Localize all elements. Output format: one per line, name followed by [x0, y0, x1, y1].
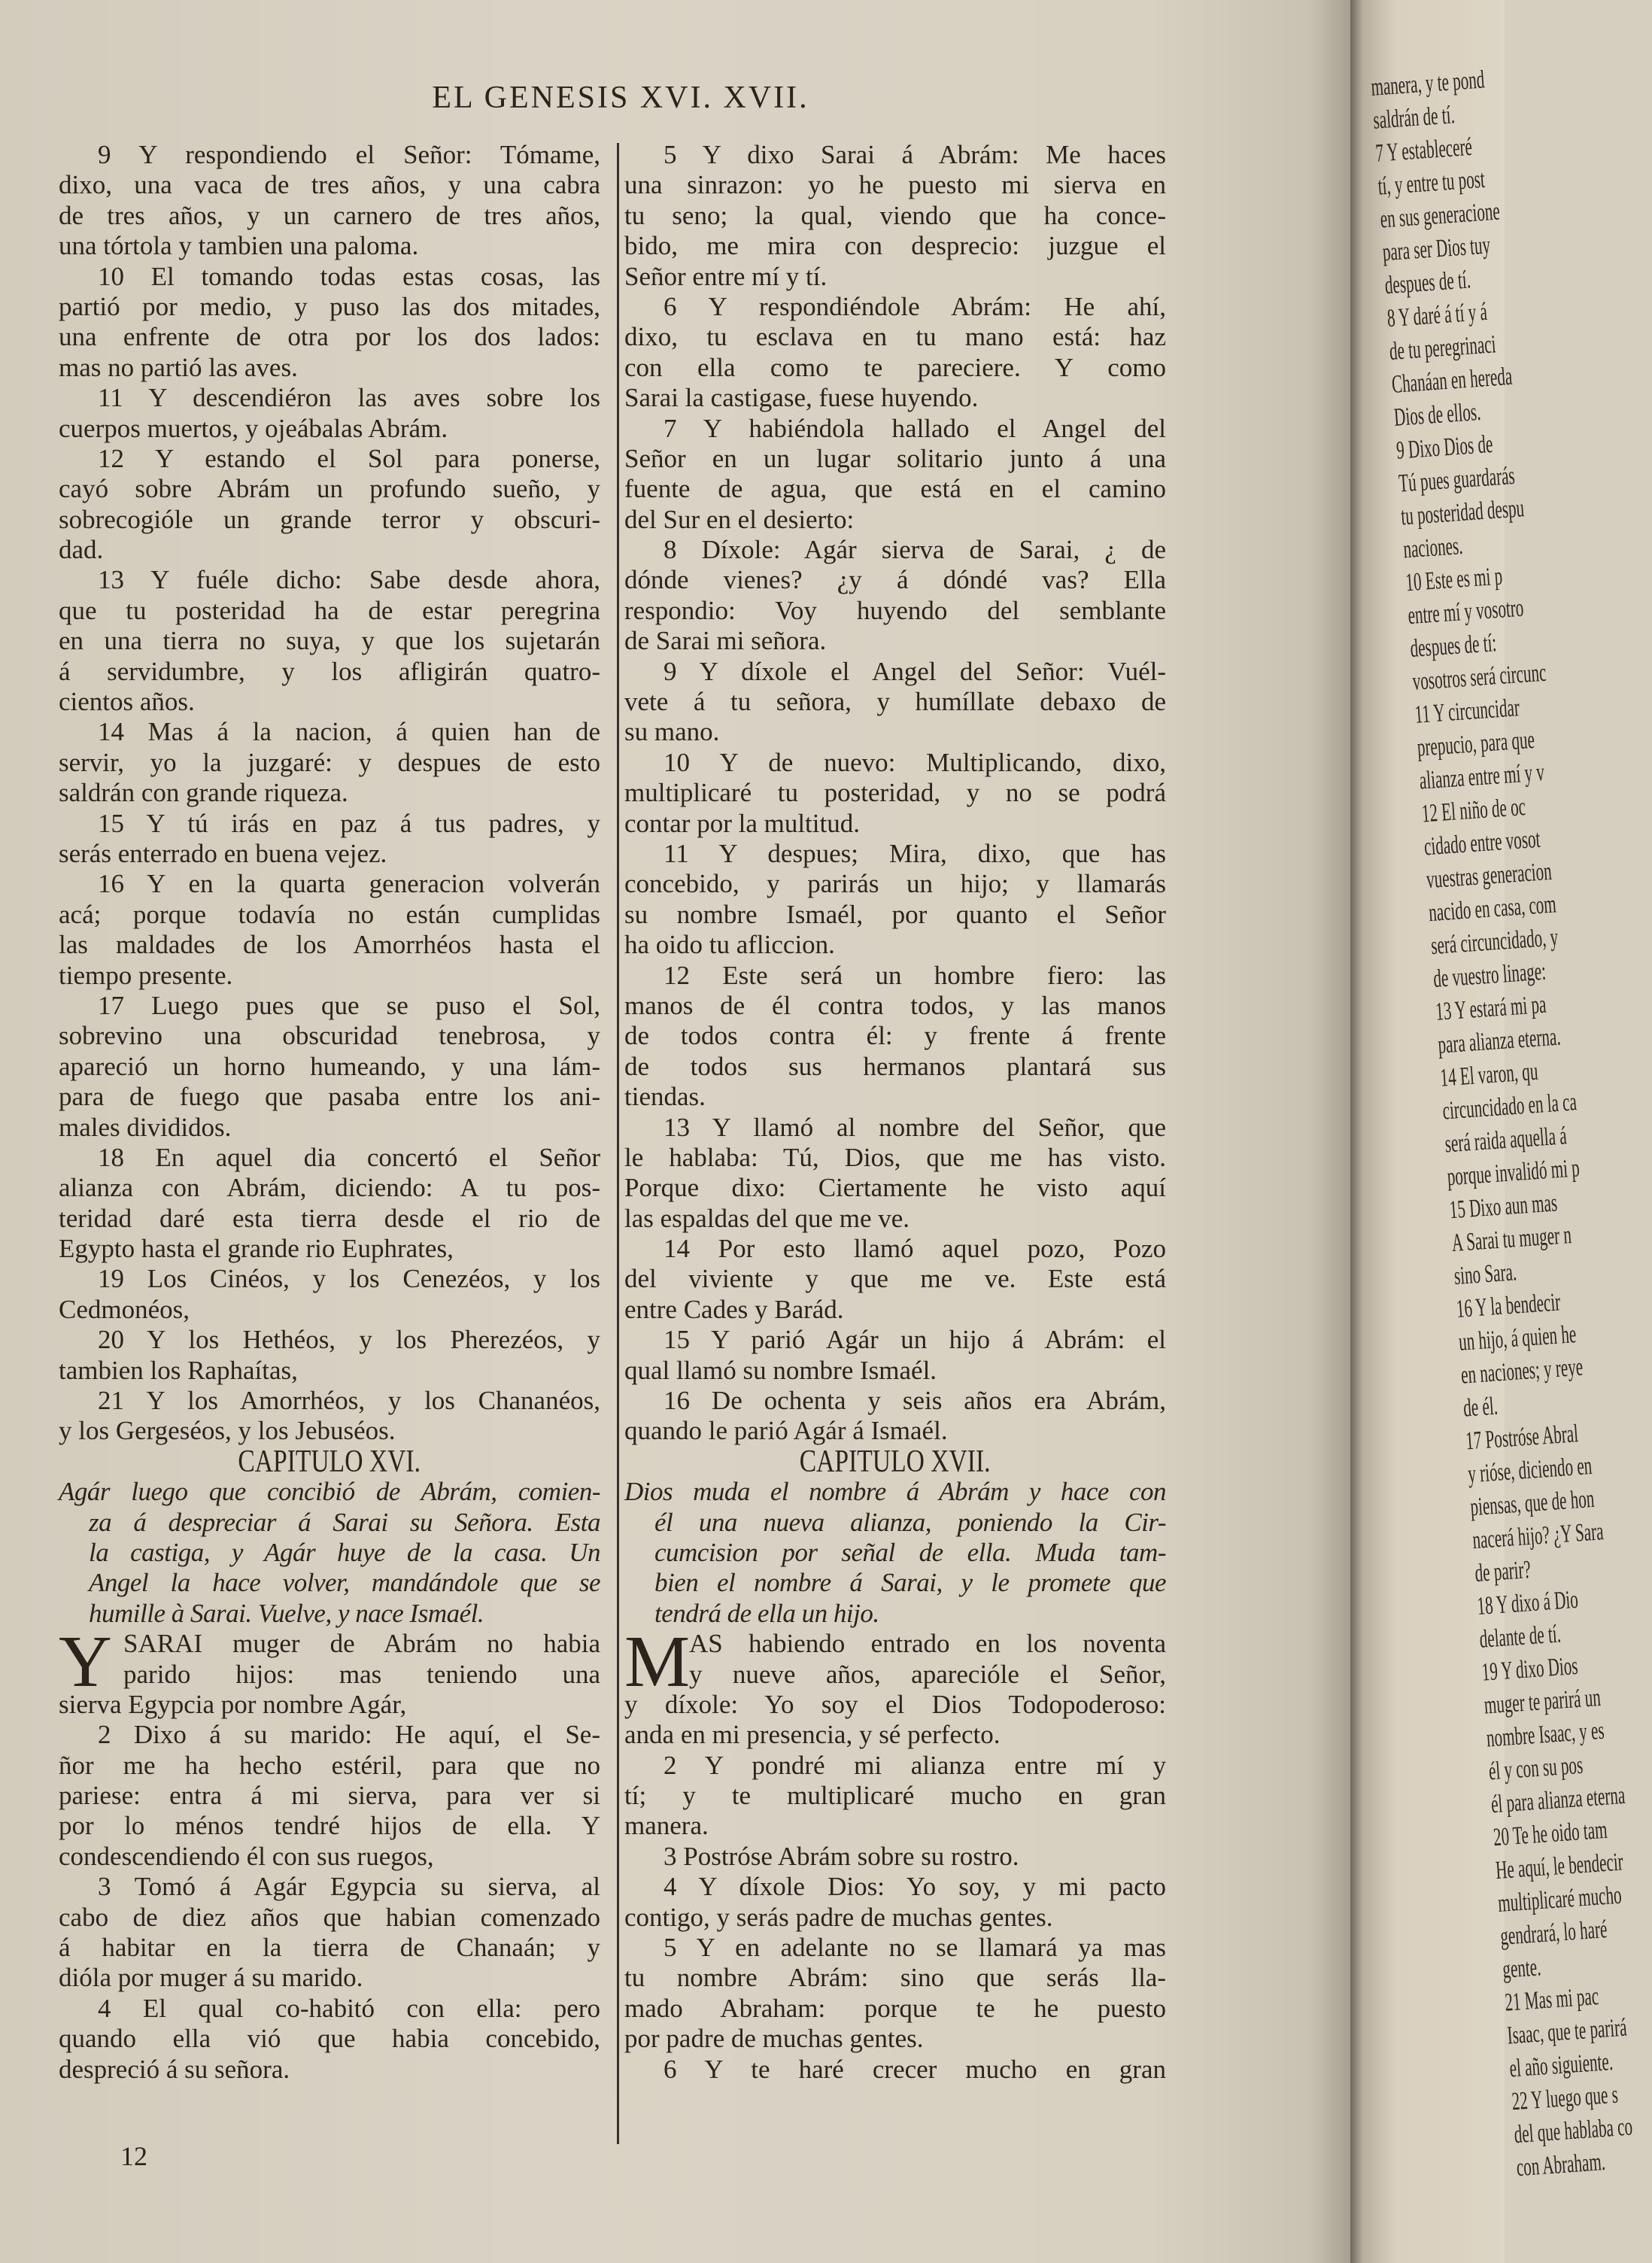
drop-cap: Y	[59, 1621, 112, 1703]
text-line: 2 Y pondré mi alianza entre mí y	[664, 1750, 1166, 1780]
text-line: respondio: Voy huyendo del semblante	[624, 595, 1166, 625]
text-line: 12 Y estando el Sol para ponerse,	[98, 443, 600, 473]
adjacent-page-line: 11 Y circuncidar	[1414, 694, 1521, 729]
running-header: EL GENESIS XVI. XVII.	[432, 80, 809, 115]
verse	[624, 657, 1166, 748]
text-line: ñor me ha hecho estéril, para que no	[59, 1750, 600, 1780]
text-line: humille à Sarai. Vuelve, y nace Ismaél.	[89, 1598, 484, 1628]
adjacent-page-line: porque invalidó mi p	[1446, 1154, 1581, 1192]
text-line: AS habiendo entrado en los noventa	[689, 1629, 1166, 1659]
text-line: concebido, y parirás un hijo; y llamarás	[624, 869, 1166, 899]
adjacent-page-line: 22 Y luego que s	[1511, 2080, 1619, 2116]
adjacent-page-line: de parir?	[1474, 1555, 1532, 1588]
verse	[59, 444, 600, 566]
right-column	[624, 140, 1166, 2085]
adjacent-page-line: tí, y entre tu post	[1377, 165, 1486, 201]
adjacent-page-line: saldrán de tí.	[1372, 101, 1456, 135]
text-line: tu nombre Abrám: sino que serás lla-	[624, 1963, 1166, 1993]
verse	[624, 961, 1166, 1113]
text-line: mas no partió las aves.	[59, 352, 298, 382]
text-line: parido hijos: mas teniendo una	[123, 1659, 600, 1689]
text-line: 3 Postróse Abrám sobre su rostro.	[664, 1841, 1019, 1871]
chapter-heading	[59, 1444, 600, 1479]
adjacent-page-line: para ser Dios tuy	[1381, 231, 1492, 267]
text-line: cuerpos muertos, y ojeábalas Abrám.	[59, 413, 448, 443]
text-line: con ella como te pareciere. Y como	[624, 352, 1166, 382]
verse	[624, 1325, 1166, 1386]
adjacent-page-line: cidado entre vosot	[1423, 825, 1541, 861]
text-line: condescendiendo él con sus ruegos,	[59, 1841, 434, 1871]
text-line: una enfrente de otra por los dos lados:	[59, 322, 600, 352]
text-line: SARAI muger de Abrám no habia	[123, 1629, 600, 1659]
verse	[624, 1386, 1166, 1447]
text-line: servir, yo la juzgaré: y despues de esto	[59, 747, 600, 777]
text-line: él una nueva alianza, poniendo la Cir-	[654, 1507, 1166, 1537]
adjacent-page-line: 10 Este es mi p	[1405, 562, 1504, 597]
verse	[59, 1143, 600, 1265]
text-line: 5 Y en adelante no se llamará ya mas	[664, 1933, 1166, 1963]
text-line: 3 Tomó á Agár Egypcia su sierva, al	[98, 1872, 600, 1902]
adjacent-page-line: 15 Dixo aun mas	[1448, 1189, 1559, 1225]
text-line: males divididos.	[59, 1112, 232, 1142]
text-line: la castiga, y Agár huye de la casa. Un	[89, 1537, 600, 1567]
text-line: contar por la multitud.	[624, 808, 860, 838]
adjacent-page-line: y rióse, diciendo en	[1467, 1451, 1593, 1489]
adjacent-page-line: despues de tí:	[1409, 629, 1498, 664]
text-line: su nombre Ismaél, por quanto el Señor	[624, 899, 1166, 929]
text-line: 6 Y te haré crecer mucho en gran	[664, 2054, 1166, 2084]
adjacent-page-line: el año siguiente.	[1508, 2047, 1614, 2083]
verse	[624, 2055, 1166, 2085]
adjacent-page-line: de tu peregrinaci	[1388, 330, 1497, 366]
adjacent-page-line: nacido en casa, com	[1427, 890, 1557, 928]
text-line: quando le parió Agár á Ismaél.	[624, 1416, 948, 1446]
adjacent-page-line: para alianza eterna.	[1437, 1022, 1562, 1059]
text-line: del Sur en el desierto:	[624, 504, 855, 534]
text-line: alianza con Abrám, diciendo: A tu pos-	[59, 1173, 600, 1203]
verse	[624, 292, 1166, 414]
text-line: sierva Egypcia por nombre Agár,	[59, 1689, 407, 1719]
text-line: del viviente y que me ve. Este está	[624, 1264, 1166, 1294]
adjacent-page-line: entre mí y vosotro	[1407, 594, 1525, 630]
text-line: 9 Y respondiendo el Señor: Tómame,	[98, 140, 600, 169]
text-line: multiplicaré tu posteridad, y no se podrá	[624, 778, 1166, 808]
verse	[59, 717, 600, 808]
text-line: 2 Dixo á su marido: He aquí, el Se-	[98, 1720, 600, 1750]
verse	[624, 1872, 1166, 1933]
left-column	[59, 140, 600, 2085]
verse	[59, 809, 600, 870]
text-line: 8 Díxole: Agár sierva de Sarai, ¿ de	[664, 535, 1166, 565]
text-line: á habitar en la tierra de Chanaán; y	[59, 1933, 600, 1963]
text-line: Egypto hasta el grande rio Euphrates,	[59, 1234, 454, 1264]
adjacent-page-edge	[1350, 0, 1634, 2263]
verse	[624, 140, 1166, 292]
adjacent-page-line: delante de tí.	[1478, 1620, 1562, 1654]
text-line: despreció á su señora.	[59, 2054, 290, 2084]
text-line: contigo, y serás padre de muchas gentes.	[624, 1902, 1053, 1932]
text-line: 15 Y tú irás en paz á tus padres, y	[98, 808, 600, 838]
text-line: entre Cades y Barád.	[624, 1294, 844, 1324]
adjacent-page-line: Dios de ellos.	[1392, 397, 1482, 432]
verse	[59, 565, 600, 717]
verse	[624, 748, 1166, 839]
text-line: de tres años, y un carnero de tres años,	[59, 200, 600, 230]
chapter-heading-text: CAPITULO XVII.	[800, 1444, 991, 1479]
adjacent-page-line: Tú pues guardarás	[1398, 461, 1516, 498]
text-line: 4 Y díxole Dios: Yo soy, y mi pacto	[664, 1872, 1166, 1902]
text-line: y los Gergeséos, y los Jebuséos.	[59, 1416, 396, 1446]
text-line: qual llamó su nombre Ismaél.	[624, 1355, 937, 1385]
text-line: Señor entre mí y tí.	[624, 261, 828, 291]
text-line: su mano.	[624, 717, 720, 747]
text-line: apareció un horno humeando, y una lám-	[59, 1051, 600, 1081]
adjacent-page-line: 9 Dixo Dios de	[1395, 430, 1494, 465]
text-line: Agár luego que concibió de Abrám, comien-	[59, 1477, 600, 1507]
text-line: 16 Y en la quarta generacion volverán	[98, 869, 600, 899]
text-line: saldrán con grande riqueza.	[59, 778, 348, 808]
text-line: partió por medio, y puso las dos mitades,	[59, 291, 600, 321]
text-line: anda en mi presencia, y sé perfecto.	[624, 1720, 1001, 1750]
text-line: 17 Luego pues que se puso el Sol,	[98, 990, 600, 1020]
text-line: vete á tu señora, y humíllate debaxo de	[624, 687, 1166, 717]
text-line: 11 Y despues; Mira, dixo, que has	[664, 838, 1166, 868]
text-line: 10 Y de nuevo: Multiplicando, dixo,	[664, 747, 1166, 777]
text-line: 14 Por esto llamó aquel pozo, Pozo	[664, 1234, 1166, 1264]
adjacent-page-line: vosotros será circunc	[1411, 658, 1547, 696]
adjacent-page-line: alianza entre mí y v	[1418, 758, 1546, 795]
adjacent-page-line: nombre Isaac, y es	[1485, 1716, 1605, 1753]
verse	[624, 535, 1166, 657]
adjacent-page-line: será circuncidado, y	[1430, 923, 1559, 961]
text-line: mado Abraham: porque te he puesto	[624, 1993, 1166, 2023]
adjacent-page-line: manera, y te pond	[1370, 65, 1486, 102]
adjacent-page-line: circuncidado en la ca	[1441, 1088, 1578, 1125]
adjacent-page-text	[1370, 63, 1638, 2185]
text-line: una tórtola y tambien una paloma.	[59, 231, 419, 261]
verse	[59, 140, 600, 262]
text-line: tendrá de ella un hijo.	[654, 1598, 879, 1628]
adjacent-page-line: gente.	[1502, 1953, 1542, 1984]
verse	[59, 1325, 600, 1386]
text-line: sobrevino una obscuridad tenebrosa, y	[59, 1021, 600, 1051]
text-line: Angel la hace volver, mandándole que se	[89, 1568, 600, 1598]
text-line: de todos contra él: y frente á frente	[624, 1021, 1166, 1051]
text-line: Sarai la castigase, fuese huyendo.	[624, 383, 979, 413]
adjacent-page-line: Isaac, que te parirá	[1506, 2013, 1628, 2050]
adjacent-page-line: prepucio, para que	[1416, 725, 1536, 762]
text-line: dad.	[59, 535, 104, 565]
verse	[59, 1872, 600, 1994]
verse-opening	[624, 1621, 1166, 1751]
text-line: bido, me mira con desprecio: juzgue el	[624, 231, 1166, 261]
verse	[624, 414, 1166, 536]
adjacent-page-line: naciones.	[1402, 531, 1464, 564]
text-line: 14 Mas á la nacion, á quien han de	[98, 717, 600, 747]
text-line: za á despreciar á Sarai su Señora. Esta	[89, 1507, 600, 1537]
text-line: fuente de agua, que está en el camino	[624, 474, 1166, 504]
text-line: 16 De ochenta y seis años era Abrám,	[664, 1386, 1166, 1416]
adjacent-page-line: de él.	[1462, 1392, 1499, 1423]
text-line: 9 Y díxole el Angel del Señor: Vuél-	[664, 656, 1166, 686]
text-line: tiendas.	[624, 1082, 706, 1112]
adjacent-page-line: He aquí, le bendecir	[1494, 1848, 1624, 1885]
adjacent-page-line: 17 Postróse Abral	[1465, 1420, 1580, 1456]
text-line: manos de él contra todos, y las manos	[624, 990, 1166, 1020]
text-line: y nueve años, aparecióle el Señor,	[689, 1659, 1166, 1689]
text-line: serás enterrado en buena vejez.	[59, 838, 387, 868]
text-line: tí; y te multiplicaré mucho en gran	[624, 1781, 1166, 1811]
verse	[59, 991, 600, 1143]
adjacent-page-line: un hijo, á quien he	[1457, 1320, 1578, 1356]
text-line: á servidumbre, y los afligirán quatro-	[59, 656, 600, 686]
verse	[59, 1264, 600, 1325]
adjacent-page-line: vuestras generacion	[1425, 857, 1553, 895]
text-line: 13 Y fuéle dicho: Sabe desde ahora,	[98, 565, 600, 595]
adjacent-page-line: será raida aquella á	[1444, 1122, 1568, 1159]
text-line: 12 Este será un hombre fiero: las	[664, 960, 1166, 990]
verse	[624, 1933, 1166, 2055]
text-line: le hablaba: Tú, Dios, que me has visto.	[624, 1142, 1166, 1172]
adjacent-page-line: A Sarai tu muger n	[1450, 1221, 1573, 1258]
adjacent-page-line: 16 Y la bendecir	[1455, 1288, 1562, 1323]
adjacent-page-line: en naciones; y reye	[1459, 1353, 1584, 1390]
adjacent-page-line: 14 El varon, qu	[1439, 1057, 1539, 1092]
adjacent-page-line: con Abraham.	[1515, 2147, 1607, 2183]
text-line: 4 El qual co-habitó con ella: pero	[98, 1993, 600, 2023]
text-line: una sinrazon: yo he puesto mi sierva en	[624, 170, 1166, 200]
adjacent-page-line: despues de tí.	[1383, 266, 1472, 300]
adjacent-page-line: gendrará, lo haré	[1499, 1915, 1608, 1951]
adjacent-page-line: sino Sara.	[1453, 1258, 1518, 1291]
adjacent-page-line: piensas, que de hon	[1469, 1484, 1596, 1522]
text-line: cayó sobre Abrám un profundo sueño, y	[59, 474, 600, 504]
text-line: teridad daré esta tierra desde el rio de	[59, 1203, 600, 1233]
adjacent-page-line: 18 Y dixo á Dio	[1476, 1585, 1579, 1621]
verse	[624, 1113, 1166, 1235]
text-line: sobrecogióle un grande terror y obscuri-	[59, 504, 600, 534]
text-line: ha oido tu afliccion.	[624, 930, 835, 960]
text-line: 19 Los Cinéos, y los Cenezéos, y los	[98, 1264, 600, 1294]
verse	[59, 1994, 600, 2085]
verse	[624, 1842, 1166, 1872]
adjacent-page-line: 20 Te he oido tam	[1492, 1815, 1608, 1852]
text-line: por padre de muchas gentes.	[624, 2024, 924, 2054]
text-line: de Sarai mi señora.	[624, 626, 827, 656]
text-line: cumcision por señal de ella. Muda tam-	[654, 1537, 1166, 1567]
adjacent-page-line: él para alianza eterna	[1490, 1781, 1626, 1819]
verse	[59, 262, 600, 384]
text-line: 21 Y los Amorrhéos, y los Chananéos,	[98, 1386, 600, 1416]
adjacent-page-line: 19 Y dixo Dios	[1480, 1651, 1579, 1687]
text-line: tiempo presente.	[59, 960, 233, 990]
adjacent-page-line: nacerá hijo? ¿Y Sara	[1471, 1517, 1605, 1555]
text-line: Dios muda el nombre á Abrám y hace con	[624, 1477, 1166, 1507]
adjacent-page-line: de vuestro linage:	[1432, 957, 1547, 994]
text-line: dixo, tu esclava en tu mano está: haz	[624, 322, 1166, 352]
chapter-summary	[59, 1477, 600, 1629]
text-line: 15 Y parió Agár un hijo á Abrám: el	[664, 1325, 1166, 1355]
chapter-heading-text: CAPITULO XVI.	[238, 1444, 421, 1479]
adjacent-page-line: él y con su pos	[1487, 1751, 1584, 1786]
text-line: 13 Y llamó al nombre del Señor, que	[664, 1112, 1166, 1142]
chapter-heading	[624, 1444, 1166, 1479]
verse	[59, 869, 600, 991]
adjacent-page-line: 12 El niño de oc	[1420, 792, 1527, 828]
text-line: en una tierra no suya, y que los sujetarán	[59, 626, 600, 656]
column-divider	[617, 143, 619, 2144]
verse	[624, 1751, 1166, 1842]
adjacent-page-line: multiplicaré mucho	[1497, 1881, 1623, 1918]
text-line: manera.	[624, 1811, 709, 1841]
text-line: las espaldas del que me ve.	[624, 1203, 910, 1233]
text-line: pariese: entra á mi sierva, para ver si	[59, 1781, 600, 1811]
adjacent-page-line: 21 Mas mi pac	[1504, 1982, 1600, 2017]
text-line: 10 El tomando todas estas cosas, las	[98, 261, 600, 291]
text-line: acá; porque todavía no están cumplidas	[59, 899, 600, 929]
verse	[624, 839, 1166, 961]
text-line: 5 Y dixo Sarai á Abrám: Me haces	[664, 140, 1166, 169]
text-line: por lo ménos tendré hijos de ella. Y	[59, 1811, 600, 1841]
page-number: 12	[120, 2141, 147, 2171]
verse	[59, 383, 600, 444]
chapter-summary	[624, 1477, 1166, 1629]
text-line: bien el nombre á Sarai, y le promete que	[654, 1568, 1166, 1598]
text-line: Cedmonéos,	[59, 1294, 190, 1324]
verse-opening	[59, 1621, 600, 1720]
drop-cap: M	[624, 1621, 691, 1703]
text-line: cientos años.	[59, 687, 195, 717]
adjacent-page-line: muger te parirá un	[1483, 1683, 1602, 1720]
text-line: cabo de diez años que habian comenzado	[59, 1902, 600, 1932]
text-line: que tu posteridad ha de estar peregrina	[59, 595, 600, 625]
text-line: las maldades de los Amorrhéos hasta el	[59, 930, 600, 960]
adjacent-page-line: 13 Y estará mi pa	[1435, 990, 1547, 1026]
verse	[59, 1720, 600, 1872]
text-line: dónde vienes? ¿y á dóndé vas? Ella	[624, 565, 1166, 595]
text-line: quando ella vió que habia concebido,	[59, 2024, 600, 2054]
adjacent-page-line: tu posteridad despu	[1400, 494, 1526, 531]
text-line: tu seno; la qual, viendo que ha conce-	[624, 200, 1166, 230]
adjacent-page-line: Chanáan en hereda	[1390, 362, 1514, 399]
adjacent-page-line: 8 Y daré á tí y á	[1386, 297, 1489, 333]
adjacent-page-line: en sus generacione	[1379, 197, 1501, 234]
text-line: de todos sus hermanos plantará sus	[624, 1051, 1166, 1081]
text-line: dixo, una vaca de tres años, y una cabra	[59, 170, 600, 200]
text-line: 6 Y respondiéndole Abrám: He ahí,	[664, 291, 1166, 321]
adjacent-page-line: 7 Y estableceré	[1374, 132, 1473, 168]
text-line: Porque dixo: Ciertamente he visto aquí	[624, 1173, 1166, 1203]
text-line: 20 Y los Hethéos, y los Pherezéos, y	[98, 1325, 600, 1355]
text-line: 18 En aquel dia concertó el Señor	[98, 1142, 600, 1172]
text-line: para de fuego que pasaba entre los ani-	[59, 1082, 600, 1112]
text-line: 7 Y habiéndola hallado el Angel del	[664, 413, 1166, 443]
text-line: y díxole: Yo soy el Dios Todopoderoso:	[624, 1689, 1166, 1719]
adjacent-page-line: del que hablaba co	[1513, 2113, 1634, 2149]
text-line: 11 Y descendiéron las aves sobre los	[98, 383, 600, 413]
text-line: dióla por muger á su marido.	[59, 1963, 363, 1993]
verse	[624, 1234, 1166, 1325]
text-line: Señor en un lugar solitario junto á una	[624, 443, 1166, 473]
verse	[59, 1386, 600, 1447]
text-line: tambien los Raphaítas,	[59, 1355, 298, 1385]
